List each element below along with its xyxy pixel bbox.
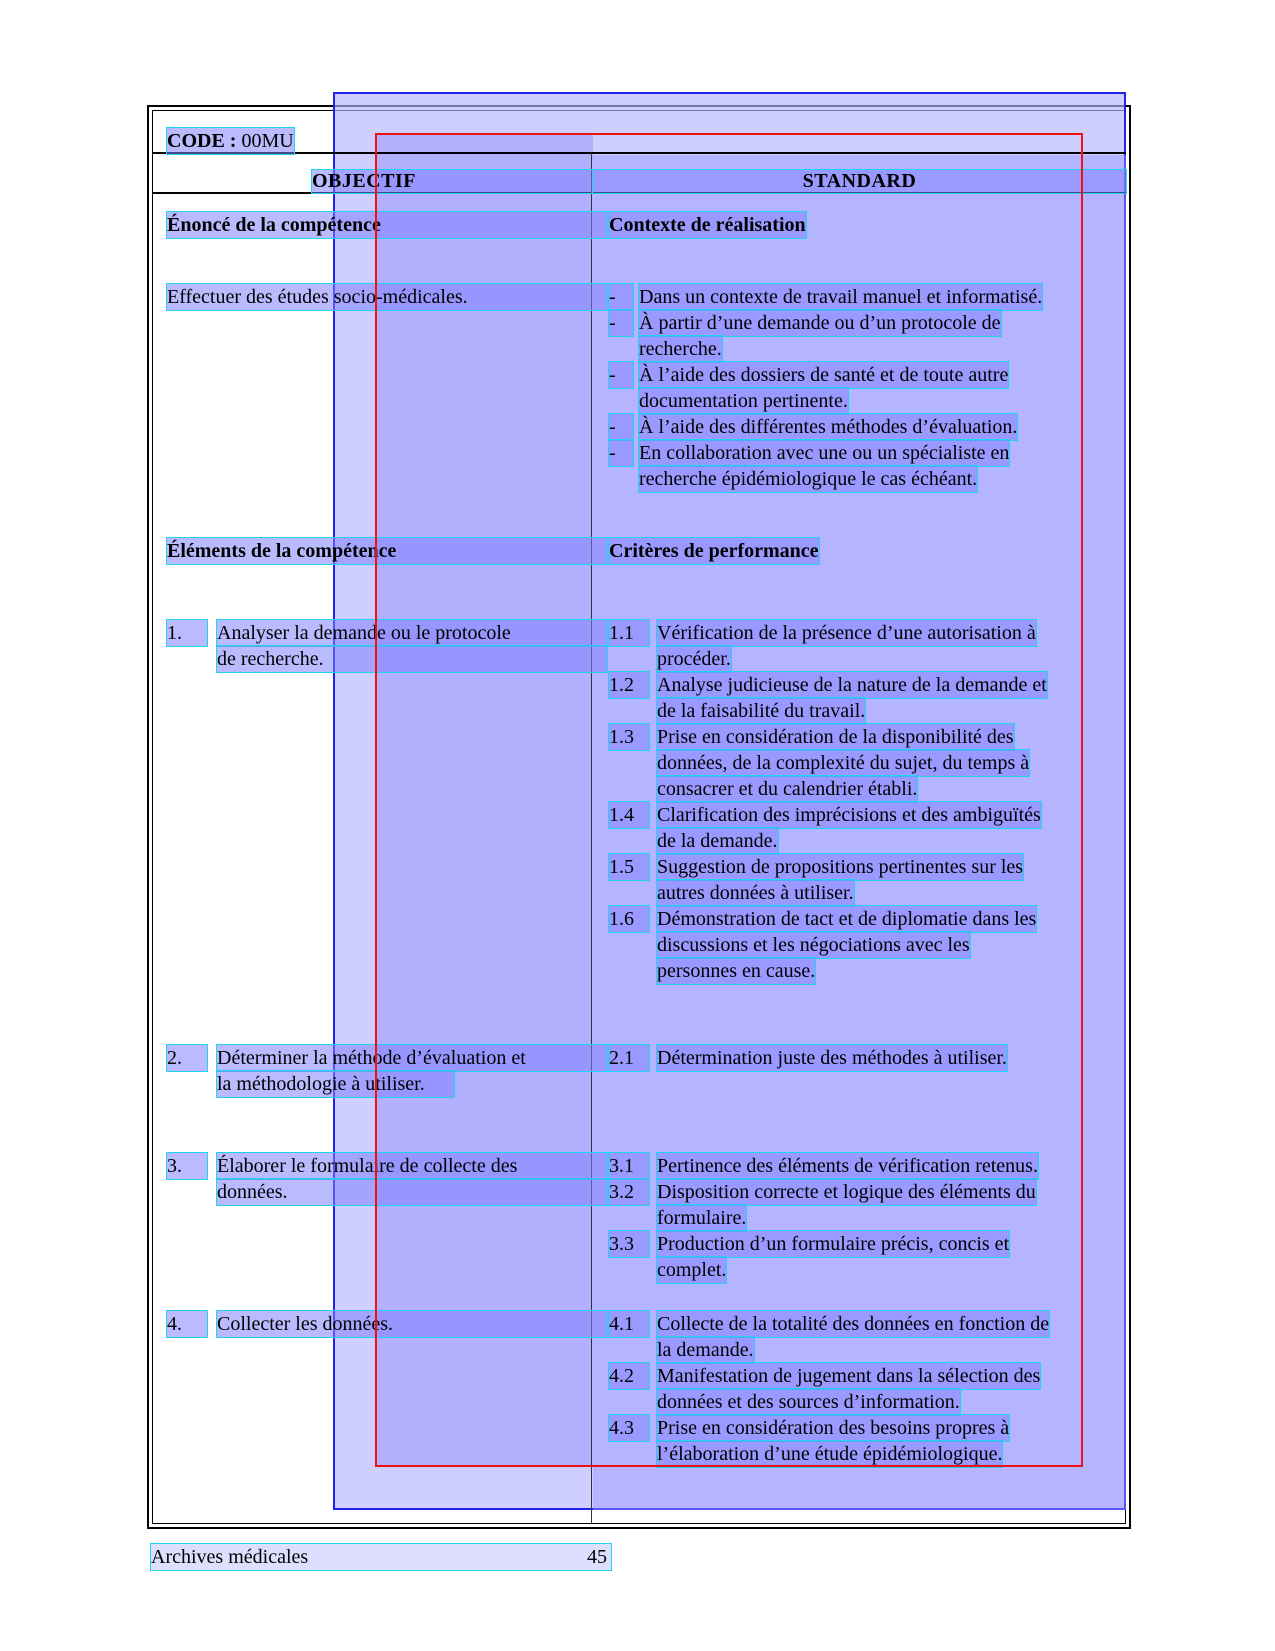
critere-line: la demande.: [657, 1339, 754, 1361]
contexte-bullet: -: [609, 310, 633, 336]
critere-num: 1.1: [609, 620, 649, 646]
code-label: CODE :: [167, 130, 237, 152]
contexte-line: En collaboration avec une ou un spécialiste en: [639, 442, 1010, 464]
critere-num: 1.5: [609, 854, 649, 880]
contexte-bullet: -: [609, 284, 633, 310]
elements-title: Éléments de la compétence: [167, 538, 607, 564]
critere-line: personnes en cause.: [657, 960, 816, 982]
critere-line: de la demande.: [657, 830, 778, 852]
enonce-text: Effectuer des études socio-médicales.: [167, 284, 607, 310]
critere-line: formulaire.: [657, 1207, 747, 1229]
contexte-bullet: -: [609, 440, 633, 466]
element-num: 2.: [167, 1045, 207, 1071]
critere-line: Analyse judicieuse de la nature de la demande et: [657, 674, 1047, 696]
critere-line: l’élaboration d’une étude épidémiologique.: [657, 1443, 1003, 1465]
contexte-line: À l’aide des dossiers de santé et de toute autre: [639, 364, 1009, 386]
critere-line: données, de la complexité du sujet, du temps à: [657, 752, 1030, 774]
code-line: [167, 128, 294, 154]
critere-line: Prise en considération de la disponibilité des: [657, 726, 1014, 748]
code-value: 00MU: [241, 130, 294, 152]
critere-line: Manifestation de jugement dans la sélection des: [657, 1365, 1041, 1387]
footer-title: Archives médicales: [151, 1546, 309, 1568]
element-num: 1.: [167, 620, 207, 646]
header-objectif: OBJECTIF: [312, 170, 592, 193]
critere-line: Production d’un formulaire précis, concis et: [657, 1233, 1010, 1255]
critere-num: 3.3: [609, 1231, 649, 1257]
element-line: données.: [217, 1179, 607, 1205]
contexte-line: À partir d’une demande ou d’un protocole de: [639, 312, 1001, 334]
element-line: de recherche.: [217, 646, 607, 672]
critere-num: 4.3: [609, 1415, 649, 1441]
element-line: Analyser la demande ou le protocole: [217, 620, 607, 646]
contexte-line: À l’aide des différentes méthodes d’évaluation.: [639, 416, 1018, 438]
critere-num: 1.4: [609, 802, 649, 828]
critere-num: 1.2: [609, 672, 649, 698]
critere-line: complet.: [657, 1259, 727, 1281]
element-num: 4.: [167, 1311, 207, 1337]
contexte-line: Dans un contexte de travail manuel et informatisé.: [639, 286, 1043, 308]
overlay-region-red: [375, 133, 1083, 1467]
critere-line: Suggestion de propositions pertinentes sur les: [657, 856, 1024, 878]
critere-line: Prise en considération des besoins propres à: [657, 1417, 1010, 1439]
critere-line: autres données à utiliser.: [657, 882, 854, 904]
critere-line: procéder.: [657, 648, 731, 670]
contexte-title: Contexte de réalisation: [609, 214, 806, 236]
critere-line: Collecte de la totalité des données en fonction de: [657, 1313, 1050, 1335]
contexte-bullet: -: [609, 414, 633, 440]
critere-line: Pertinence des éléments de vérification retenus.: [657, 1155, 1038, 1177]
contexte-line: documentation pertinente.: [639, 390, 848, 412]
critere-num: 2.1: [609, 1045, 649, 1071]
element-num: 3.: [167, 1153, 207, 1179]
critere-num: 3.1: [609, 1153, 649, 1179]
page-number: 45: [587, 1546, 607, 1568]
critere-line: discussions et les négociations avec les: [657, 934, 970, 956]
critere-line: consacrer et du calendrier établi.: [657, 778, 918, 800]
footer: [151, 1544, 611, 1570]
contexte-bullet: -: [609, 362, 633, 388]
critere-num: 4.2: [609, 1363, 649, 1389]
critere-line: Clarification des imprécisions et des ambiguïtés: [657, 804, 1041, 826]
element-line: Collecter les données.: [217, 1311, 607, 1337]
critere-line: données et des sources d’information.: [657, 1391, 960, 1413]
critere-line: Disposition correcte et logique des éléments du: [657, 1181, 1036, 1203]
critere-line: Vérification de la présence d’une autorisation à: [657, 622, 1036, 644]
contexte-line: recherche épidémiologique le cas échéant.: [639, 468, 978, 490]
contexte-line: recherche.: [639, 338, 722, 360]
critere-num: 3.2: [609, 1179, 649, 1205]
critere-line: Démonstration de tact et de diplomatie dans les: [657, 908, 1037, 930]
element-line: Élaborer le formulaire de collecte des: [217, 1153, 607, 1179]
criteres-title: Critères de performance: [609, 540, 819, 562]
critere-line: Détermination juste des méthodes à utiliser.: [657, 1047, 1007, 1069]
critere-num: 1.6: [609, 906, 649, 932]
header-standard: STANDARD: [593, 170, 1126, 193]
critere-num: 4.1: [609, 1311, 649, 1337]
critere-line: de la faisabilité du travail.: [657, 700, 866, 722]
element-line: la méthodologie à utiliser.: [217, 1071, 454, 1097]
element-line: Déterminer la méthode d’évaluation et: [217, 1045, 607, 1071]
enonce-title: Énoncé de la compétence: [167, 212, 607, 238]
critere-num: 1.3: [609, 724, 649, 750]
